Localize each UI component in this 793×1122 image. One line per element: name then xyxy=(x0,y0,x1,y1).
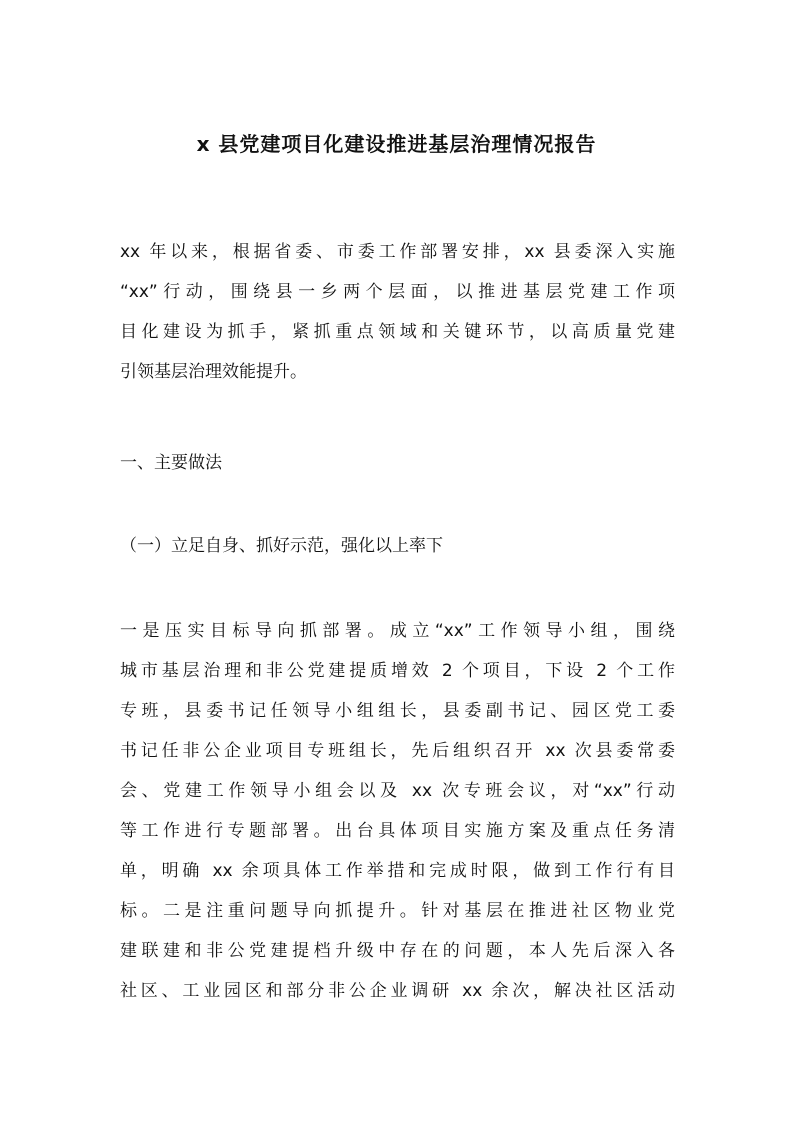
intro-line: “xx”行动，围绕县一乡两个层面，以推进基层党建工作项 xyxy=(120,282,675,302)
body-line: 标。二是注重问题导向抓提升。针对基层在推进社区物业党 xyxy=(120,901,675,921)
intro-line: 目化建设为抓手，紧抓重点领域和关键环节，以高质量党建 xyxy=(120,322,675,342)
body-line: 专班，县委书记任领导小组组长，县委副书记、园区党工委 xyxy=(120,701,675,721)
intro-line: xx 年以来，根据省委、市委工作部署安排，xx 县委深入实施 xyxy=(120,242,675,262)
body-line: 单，明确 xx 余项具体工作举措和完成时限，做到工作行有目 xyxy=(120,861,675,881)
document-title: x 县党建项目化建设推进基层治理情况报告 xyxy=(196,132,597,156)
subsection-heading: （一）立足自身、抓好示范，强化以上率下 xyxy=(120,536,443,556)
body-line: 城市基层治理和非公党建提质增效 2 个项目，下设 2 个工作 xyxy=(120,661,675,681)
body-line: 建联建和非公党建提档升级中存在的问题，本人先后深入各 xyxy=(120,941,675,961)
body-line: 等工作进行专题部署。出台具体项目实施方案及重点任务清 xyxy=(120,821,675,841)
intro-line: 引领基层治理效能提升。 xyxy=(120,362,307,382)
section-heading: 一、主要做法 xyxy=(120,453,222,473)
body-line: 书记任非公企业项目专班组长，先后组织召开 xx 次县委常委 xyxy=(120,741,675,761)
body-line: 一是压实目标导向抓部署。成立“xx”工作领导小组，围绕 xyxy=(120,621,675,641)
body-line: 社区、工业园区和部分非公企业调研 xx 余次，解决社区活动 xyxy=(120,981,675,1001)
body-line: 会、党建工作领导小组会以及 xx 次专班会议，对“xx”行动 xyxy=(120,781,675,801)
